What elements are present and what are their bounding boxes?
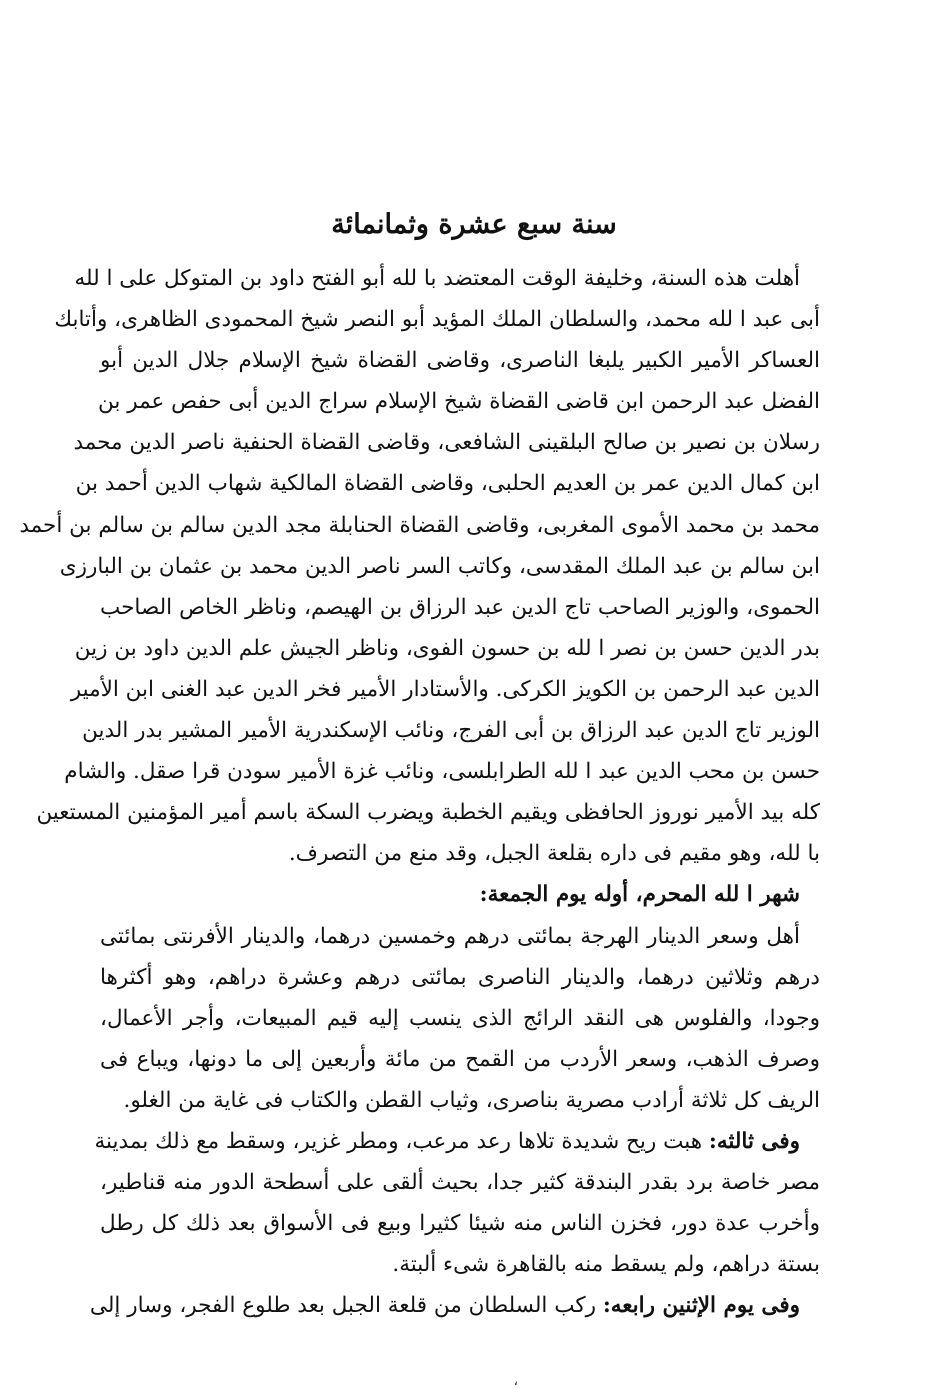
text-line: الريف كل ثلاثة أرادب مصرية بناصرى، وثياب القطن والكتاب فى غاية من الغلو. [123,1087,820,1113]
text-line: العساكر الأمير الكبير يلبغا الناصرى، وقاضى القضاة شيخ الإسلام جلال الدين أبو [100,348,820,374]
text-line: بستة دراهم، ولم يسقط منه بالقاهرة شىء ألبتة. [392,1252,820,1278]
text-line [89,1285,820,1326]
text-line: وأخرب عدة دور، فخزن الناس منه شيئا كثيرا وبيع فى الأسواق بعد ذلك كل رطل [100,1211,820,1237]
text-line: الفضل عبد الرحمن ابن قاضى القضاة شيخ الإسلام سراج الدين أبى حفص عمر بن [98,389,820,415]
text-line: ابن كمال الدين عمر بن العديم الحلبى، وقاضى القضاة المالكية شهاب الدين أحمد بن [75,471,820,497]
text-line: أبى عبد ا لله محمد، والسلطان الملك المؤيد أبو النصر شيخ المحمودى الظاهرى، وأتابك [54,307,820,333]
document-body [19,258,820,1326]
text-line: مصر خاصة برد بقدر البندقة كثير جدا، بحيث ألقى على أسطحة الدور منه قناطير، [100,1170,820,1196]
paragraph-lead: وفى يوم الإثنين رابعه: [602,1293,800,1319]
text-line: درهم وثلاثين درهما، والدينار الناصرى بمائتى درهم وعشرة دراهم، وهو أكثرها [100,964,820,990]
section-heading: سنة سبع عشرة وثمانمائة [331,209,617,240]
month-subheading: شهر ا لله المحرم، أوله يوم الجمعة: [479,882,800,908]
text-line: ابن سالم بن عبد الملك المقدسى، وكاتب السر ناصر الدين محمد بن عثمان بن البارزى [59,553,820,579]
text-line: الحموى، والوزير الصاحب تاج الدين عبد الرزاق بن الهيصم، وناظر الخاص الصاحب [100,594,820,620]
text-line: الوزير تاج الدين عبد الرزاق بن أبى الفرج، ونائب الإسكندرية الأمير المشير بدر الدين [82,718,820,744]
text-run: هبت ريح شديدة تلاها رعد مرعب، ومطر غزير، وسقط مع ذلك بمدينة [94,1128,709,1154]
text-line: وصرف الذهب، وسعر الأردب من القمح من مائة وأربعين إلى ما دونها، ويباع فى [100,1046,820,1072]
text-line: بدر الدين حسن بن نصر ا لله بن حسون الفوى، وناظر الجيش علم الدين داود بن زين [74,635,820,661]
text-line: حسن بن محب الدين عبد ا لله الطرابلسى، ونائب غزة الأمير سودن قرا صقل. والشام [64,759,820,785]
text-line: أهل وسعر الدينار الهرجة بمائتى درهم وخمسين درهما، والدينار الأفرنتى بمائتى [100,923,800,949]
text-line: رسلان بن نصير بن صالح البلقينى الشافعى، وقاضى القضاة الحنفية ناصر الدين محمد [73,430,820,456]
page-footer-mark: ، [513,1373,518,1389]
paragraph-prices [100,916,820,1121]
text-line: أهلت هذه السنة، وخليفة الوقت المعتضد با لله أبو الفتح داود بن المتوكل على ا لله [74,266,800,291]
text-line: وجودا، والفلوس هى النقد الرائج الذى ينسب إليه قيم المبيعات، وأجر الأعمال، [100,1005,820,1031]
paragraph-storm [94,1121,820,1285]
text-line: كله بيد الأمير نوروز الحافظى ويقيم الخطبة ويضرب السكة باسم أمير المؤمنين المستعين [36,800,820,826]
text-line: الدين عبد الرحمن بن الكويز الكركى. والأستادار الأمير فخر الدين عبد الغنى ابن الأمير [70,676,820,702]
text-line: محمد بن محمد الأموى المغربى، وقاضى القضاة الحنابلة مجد الدين سالم بن سالم بن أحمد [19,512,820,538]
text-line [94,1121,820,1162]
text-run: ركب السلطان من قلعة الجبل بعد طلوع الفجر، وسار إلى [89,1293,603,1319]
paragraph-lead: وفى ثالثه: [708,1128,800,1154]
paragraph-monday [89,1285,820,1326]
paragraph-opening [19,258,820,874]
text-line: با لله، وهو مقيم فى داره بقلعة الجبل، وقد منع من التصرف. [288,841,820,867]
